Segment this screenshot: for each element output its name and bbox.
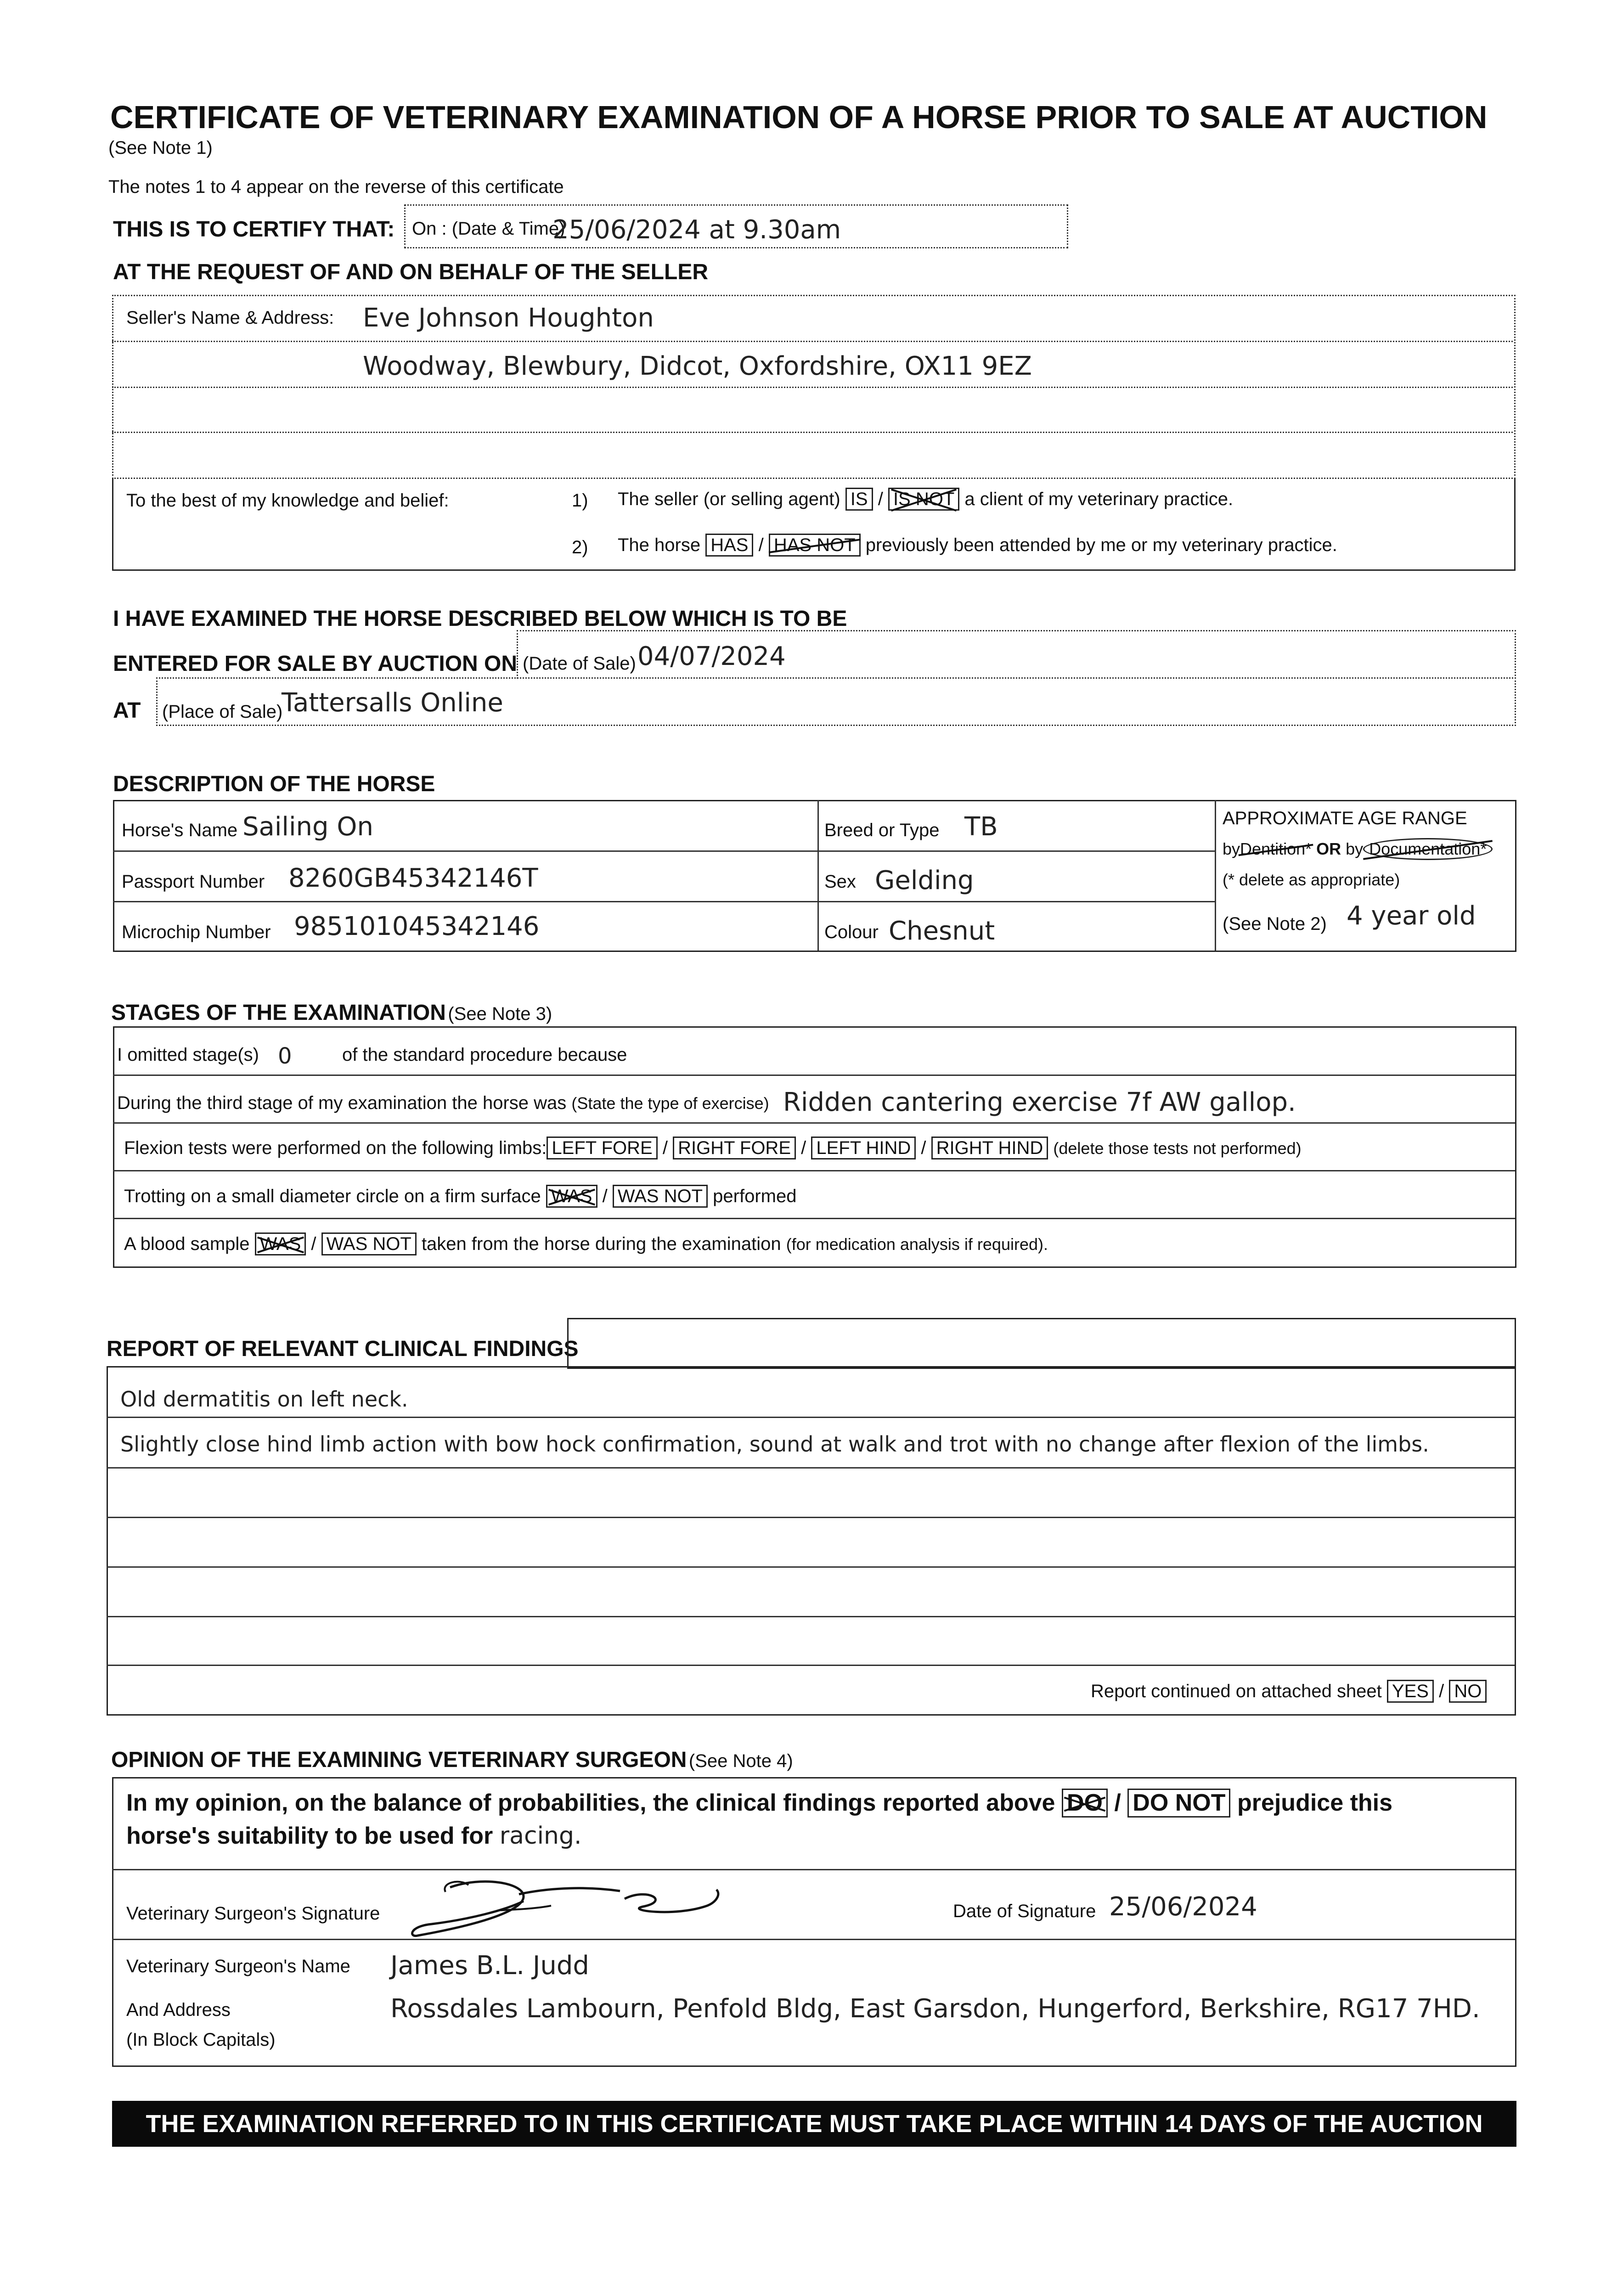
microchip-number[interactable]: 985101045342146 bbox=[294, 912, 540, 941]
vet-address-label: And Address bbox=[126, 2000, 231, 2020]
vet-name[interactable]: James B.L. Judd bbox=[390, 1951, 589, 1981]
report-line-1[interactable]: Old dermatitis on left neck. bbox=[120, 1387, 408, 1412]
report-heading: REPORT OF RELEVANT CLINICAL FINDINGS bbox=[107, 1337, 579, 1361]
age-by-2: by bbox=[1346, 839, 1364, 858]
continued-yes[interactable]: YES bbox=[1387, 1680, 1434, 1703]
trot-was-deleted[interactable]: WAS bbox=[546, 1185, 597, 1208]
blood-was-deleted[interactable]: WAS bbox=[255, 1232, 306, 1255]
opinion-line-1: In my opinion, on the balance of probabilities, the clinical findings reported above DO / DO NOT prejudice this bbox=[126, 1789, 1392, 1818]
option-is-not-deleted[interactable]: IS NOT bbox=[888, 488, 959, 511]
opinion-do-not[interactable]: DO NOT bbox=[1127, 1789, 1230, 1818]
place-of-sale-value: Tattersalls Online bbox=[282, 688, 503, 718]
flexion-pre: Flexion tests were performed on the following limbs: bbox=[124, 1138, 547, 1158]
option-has-not-deleted[interactable]: HAS NOT bbox=[769, 534, 861, 557]
report-heading-box bbox=[567, 1318, 1516, 1369]
report-continued: Report continued on attached sheet YES / NO bbox=[1091, 1680, 1487, 1703]
third-note: (State the type of exercise) bbox=[571, 1094, 769, 1113]
blood-line: A blood sample WAS / WAS NOT taken from the horse during the examination (for medication analysis if required). bbox=[124, 1232, 1048, 1255]
opinion-do-deleted[interactable]: DO bbox=[1062, 1789, 1108, 1818]
flexion-left-hind[interactable]: LEFT HIND bbox=[811, 1137, 916, 1159]
third-value[interactable]: Ridden cantering exercise 7f AW gallop. bbox=[783, 1087, 1296, 1117]
stages-heading-note: (See Note 3) bbox=[448, 1004, 552, 1024]
stages-heading-text: STAGES OF THE EXAMINATION bbox=[111, 1001, 446, 1025]
horse-name-label: Horse's Name bbox=[122, 820, 238, 840]
flexion-line: Flexion tests were performed on the following limbs: LEFT FORE / RIGHT FORE / LEFT HIND / RIGHT HIND (delete those tests not performed) bbox=[124, 1137, 1302, 1159]
blood-pre: A blood sample bbox=[124, 1234, 250, 1254]
trot-post: performed bbox=[713, 1186, 797, 1206]
knowledge-item2-pre: The horse bbox=[618, 535, 701, 555]
breed-value[interactable]: TB bbox=[964, 812, 998, 842]
date-of-signature[interactable]: 25/06/2024 bbox=[1109, 1892, 1257, 1922]
report-box bbox=[107, 1366, 1516, 1716]
age-dentition-deleted[interactable]: Dentition* bbox=[1240, 839, 1312, 858]
stages-heading bbox=[111, 1000, 552, 1025]
age-value[interactable]: 4 year old bbox=[1347, 901, 1476, 931]
blood-was-not[interactable]: WAS NOT bbox=[321, 1232, 417, 1255]
certify-date-field[interactable] bbox=[404, 204, 1068, 248]
vet-name-label: Veterinary Surgeon's Name bbox=[126, 1956, 350, 1976]
vet-address-label-2: (In Block Capitals) bbox=[126, 2030, 276, 2050]
opinion-heading-text: OPINION OF THE EXAMINING VETERINARY SURGEON bbox=[111, 1748, 687, 1772]
blood-post: taken from the horse during the examination bbox=[421, 1234, 781, 1254]
age-documentation-deleted[interactable]: Documentation* bbox=[1363, 838, 1493, 860]
certificate-title: CERTIFICATE OF VETERINARY EXAMINATION OF A HORSE PRIOR TO SALE AT AUCTION bbox=[110, 99, 1488, 135]
age-see-note: (See Note 2) bbox=[1223, 914, 1327, 934]
flexion-right-hind[interactable]: RIGHT HIND bbox=[931, 1137, 1048, 1159]
continued-no[interactable]: NO bbox=[1449, 1680, 1487, 1703]
vet-address[interactable]: Rossdales Lambourn, Penfold Bldg, East Garsdon, Hungerford, Berkshire, RG17 7HD. bbox=[390, 1994, 1480, 2024]
examined-line1: I HAVE EXAMINED THE HORSE DESCRIBED BELOW WHICH IS TO BE bbox=[113, 607, 847, 631]
trot-pre: Trotting on a small diameter circle on a firm surface bbox=[124, 1186, 541, 1206]
date-of-signature-label: Date of Signature bbox=[953, 1901, 1096, 1921]
microchip-label: Microchip Number bbox=[122, 922, 271, 942]
date-of-sale-label: (Date of Sale) bbox=[523, 653, 636, 674]
age-heading: APPROXIMATE AGE RANGE bbox=[1223, 808, 1467, 828]
age-or: OR bbox=[1316, 839, 1341, 858]
flexion-right-fore[interactable]: RIGHT FORE bbox=[673, 1137, 796, 1159]
passport-number[interactable]: 8260GB45342146T bbox=[288, 863, 538, 893]
knowledge-item1-post: a client of my veterinary practice. bbox=[964, 489, 1234, 509]
signature-label: Veterinary Surgeon's Signature bbox=[126, 1903, 380, 1924]
option-is[interactable]: IS bbox=[845, 488, 873, 511]
seller-label: Seller's Name & Address: bbox=[126, 308, 334, 328]
opinion-line-2 bbox=[126, 1822, 582, 1850]
trot-line: Trotting on a small diameter circle on a firm surface WAS / WAS NOT performed bbox=[124, 1185, 796, 1208]
place-of-sale-field[interactable] bbox=[156, 677, 1516, 726]
opinion-heading-note: (See Note 4) bbox=[688, 1751, 793, 1771]
colour-label: Colour bbox=[824, 922, 879, 942]
opinion-use[interactable]: racing. bbox=[499, 1822, 582, 1850]
seller-address[interactable]: Woodway, Blewbury, Didcot, Oxfordshire, OX11 9EZ bbox=[363, 351, 1032, 381]
sex-label: Sex bbox=[824, 872, 856, 892]
knowledge-item1-num: 1) bbox=[572, 490, 588, 511]
date-of-sale-field[interactable] bbox=[517, 630, 1516, 679]
horse-name[interactable]: Sailing On bbox=[242, 812, 373, 842]
place-of-sale-label: (Place of Sale) bbox=[162, 702, 283, 722]
flexion-left-fore[interactable]: LEFT FORE bbox=[547, 1137, 657, 1159]
blood-note: (for medication analysis if required). bbox=[786, 1235, 1048, 1254]
report-line-2[interactable]: Slightly close hind limb action with bow hock confirmation, sound at walk and trot with no change after flexion of the limbs. bbox=[120, 1432, 1429, 1457]
omitted-pre: I omitted stage(s) bbox=[117, 1045, 259, 1065]
age-method bbox=[1223, 838, 1493, 860]
opinion-text-line2: horse's suitability to be used for bbox=[126, 1823, 493, 1849]
omitted-post: of the standard procedure because bbox=[342, 1045, 627, 1065]
signature-image bbox=[404, 1874, 735, 1942]
opinion-text-post: prejudice this bbox=[1237, 1790, 1393, 1816]
omitted-value[interactable]: 0 bbox=[278, 1043, 292, 1069]
colour-value[interactable]: Chesnut bbox=[889, 916, 995, 946]
notes-line: The notes 1 to 4 appear on the reverse of this certificate bbox=[108, 177, 564, 197]
certify-on-label: On : (Date & Time) bbox=[412, 219, 565, 239]
at-label: AT bbox=[113, 698, 141, 723]
passport-label: Passport Number bbox=[122, 872, 265, 892]
knowledge-item1-pre: The seller (or selling agent) bbox=[618, 489, 840, 509]
opinion-heading bbox=[111, 1747, 793, 1773]
description-heading: DESCRIPTION OF THE HORSE bbox=[113, 772, 435, 796]
knowledge-item1: The seller (or selling agent) IS / IS NOT a client of my veterinary practice. bbox=[618, 488, 1233, 511]
breed-label: Breed or Type bbox=[824, 820, 940, 840]
third-stage-line bbox=[117, 1093, 769, 1114]
knowledge-item2: The horse HAS / HAS NOT previously been attended by me or my veterinary practice. bbox=[618, 534, 1337, 557]
flexion-post: (delete those tests not performed) bbox=[1053, 1139, 1302, 1158]
date-of-sale-value: 04/07/2024 bbox=[637, 642, 786, 671]
certify-on-value: 25/06/2024 at 9.30am bbox=[552, 215, 841, 245]
age-delete-note: (* delete as appropriate) bbox=[1223, 870, 1400, 889]
examined-line2: ENTERED FOR SALE BY AUCTION ON bbox=[113, 652, 518, 676]
age-by: by bbox=[1223, 839, 1240, 858]
report-continued-label: Report continued on attached sheet bbox=[1091, 1681, 1382, 1701]
option-has[interactable]: HAS bbox=[705, 534, 753, 557]
opinion-text-pre: In my opinion, on the balance of probabilities, the clinical findings reported above bbox=[126, 1790, 1055, 1816]
knowledge-item2-post: previously been attended by me or my veterinary practice. bbox=[865, 535, 1337, 555]
request-heading: AT THE REQUEST OF AND ON BEHALF OF THE SELLER bbox=[113, 260, 708, 284]
footer-banner: THE EXAMINATION REFERRED TO IN THIS CERTIFICATE MUST TAKE PLACE WITHIN 14 DAYS OF THE AUCTION bbox=[112, 2101, 1516, 2147]
third-pre: During the third stage of my examination the horse was bbox=[117, 1093, 567, 1113]
trot-was-not[interactable]: WAS NOT bbox=[613, 1185, 708, 1208]
knowledge-label: To the best of my knowledge and belief: bbox=[126, 490, 449, 511]
sex-value[interactable]: Gelding bbox=[875, 866, 974, 895]
seller-name[interactable]: Eve Johnson Houghton bbox=[363, 303, 654, 333]
see-note-1: (See Note 1) bbox=[108, 138, 213, 158]
certify-label: THIS IS TO CERTIFY THAT: bbox=[113, 217, 395, 242]
knowledge-item2-num: 2) bbox=[572, 537, 588, 557]
